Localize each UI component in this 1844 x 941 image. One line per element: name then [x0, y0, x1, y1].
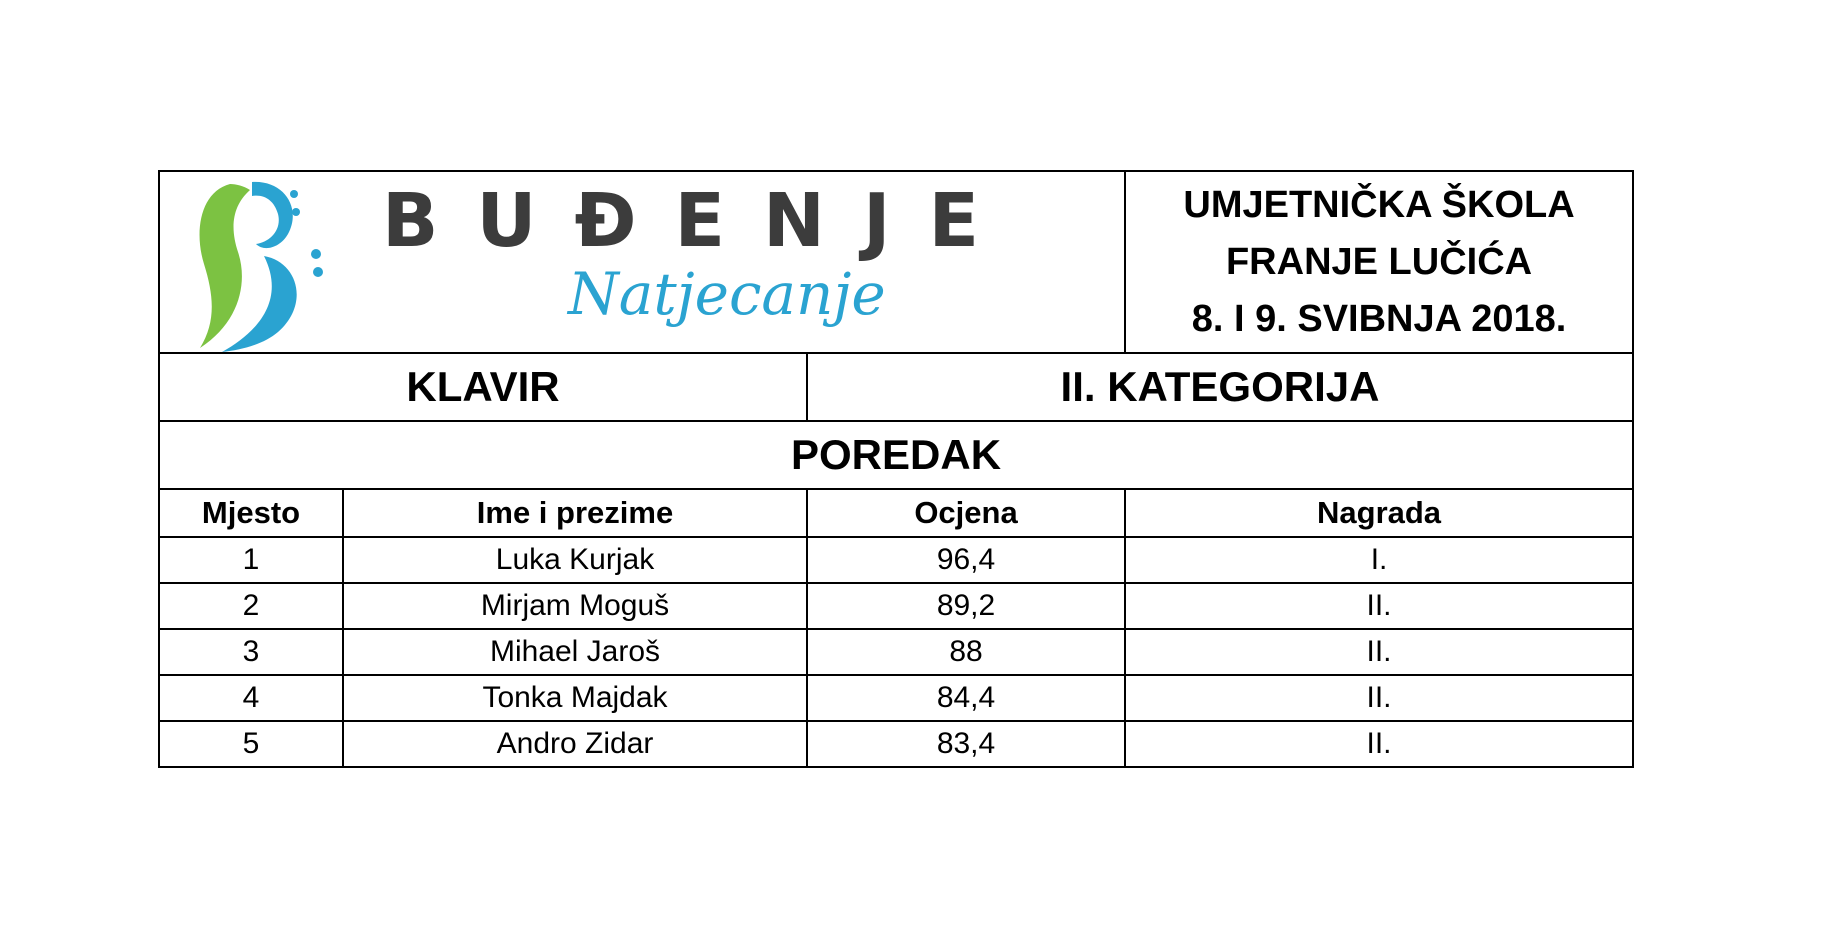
school-info-cell: [1125, 171, 1633, 353]
clef-heart-icon: [160, 172, 360, 352]
name-cell: Andro Zidar: [343, 721, 807, 767]
instrument-label: KLAVIR: [159, 353, 807, 421]
column-header-place: Mjesto: [159, 489, 343, 537]
place-cell: 3: [159, 629, 343, 675]
table-row: [159, 675, 1633, 721]
column-header-award: Nagrada: [1125, 489, 1633, 537]
results-sheet: [158, 170, 1632, 768]
column-header-score: Ocjena: [807, 489, 1125, 537]
budjenje-logo: [160, 172, 1120, 352]
award-cell: I.: [1125, 537, 1633, 583]
category-label: II. KATEGORIJA: [807, 353, 1633, 421]
table-row: [159, 721, 1633, 767]
place-cell: 5: [159, 721, 343, 767]
school-name-line2: FRANJE LUČIĆA: [1225, 240, 1533, 283]
award-cell: II.: [1125, 675, 1633, 721]
score-cell: 83,4: [807, 721, 1125, 767]
award-cell: II.: [1125, 629, 1633, 675]
table-row: [159, 537, 1633, 583]
score-cell: 96,4: [807, 537, 1125, 583]
school-name-line1: UMJETNIČKA ŠKOLA: [1183, 183, 1575, 226]
name-cell: Mihael Jaroš: [343, 629, 807, 675]
section-title: POREDAK: [159, 421, 1633, 489]
logo-wordmark: BUĐENJE: [382, 178, 1018, 264]
event-dates: 8. I 9. SVIBNJA 2018.: [1191, 297, 1567, 340]
place-cell: 1: [159, 537, 343, 583]
table-row: [159, 583, 1633, 629]
column-header-name: Ime i prezime: [343, 489, 807, 537]
table-row: [159, 629, 1633, 675]
name-cell: Tonka Majdak: [343, 675, 807, 721]
logo-subtitle: Natjecanje: [568, 260, 886, 328]
score-cell: 84,4: [807, 675, 1125, 721]
table-header-row: [159, 489, 1633, 537]
logo-cell: [159, 171, 1125, 353]
score-cell: 89,2: [807, 583, 1125, 629]
results-table: [158, 170, 1634, 768]
name-cell: Luka Kurjak: [343, 537, 807, 583]
award-cell: II.: [1125, 583, 1633, 629]
place-cell: 2: [159, 583, 343, 629]
place-cell: 4: [159, 675, 343, 721]
score-cell: 88: [807, 629, 1125, 675]
name-cell: Mirjam Moguš: [343, 583, 807, 629]
award-cell: II.: [1125, 721, 1633, 767]
